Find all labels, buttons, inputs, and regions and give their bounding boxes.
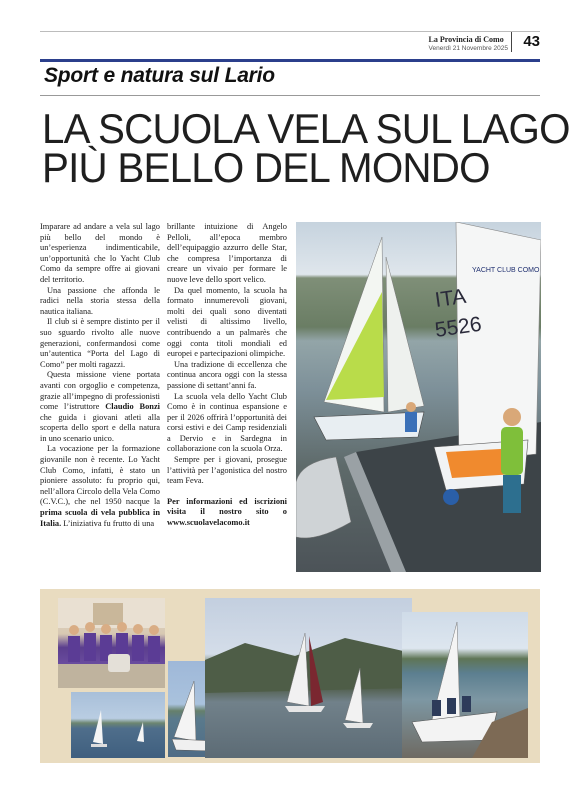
sailboats-illustration — [296, 222, 541, 572]
group-illustration — [58, 598, 165, 688]
contact-info: Per informazioni ed iscrizioni visita il nostro sito o www.scuolavelacomo.it — [167, 496, 287, 528]
regatta-illustration — [205, 598, 412, 758]
masthead — [429, 35, 509, 53]
section-rule — [40, 59, 540, 62]
highlight-first-school: prima scuola di vela pubblica in Italia. — [40, 508, 160, 528]
headline-line-1: LA SCUOLA VELA SUL LAGO — [42, 105, 570, 152]
paragraph: brillante intuizione di Angelo Pelloli, all’epoca membro dell’equipaggio azzurro delle Star, che compresa l’importanza di creare un vivaio per formare le nuove leve dello sport velico. — [167, 222, 287, 284]
paragraph: Una passione che affonda le radici nella storia stessa della nautica italiana. — [40, 285, 160, 316]
paragraph: Il club si è sempre distinto per il suo sguardo rivolto alle nuove generazioni, confermandosi come un’autentica “Porta del Lago di Como” per molti ragazzi. — [40, 317, 160, 369]
sail-brand: YACHT CLUB COMO — [472, 267, 540, 274]
paragraph: Questa missione viene portata avanti con orgoglio e competenza, grazie all’impegno di professionisti come l’istruttore Claudio Bonzi che guida i giovani atleti alla scoperta dello sport e della natura in uno scenario unico. — [40, 370, 160, 443]
page-header — [40, 31, 540, 54]
instructor-name: Claudio Bonzi — [105, 402, 160, 412]
section-divider — [40, 95, 540, 96]
headline-line-2: PIÙ BELLO DEL MONDO — [42, 144, 490, 191]
article-column-1 — [40, 222, 160, 529]
photo-regatta-lake — [205, 598, 412, 758]
paragraph: Sempre per i giovani, prosegue l’attività per l’agonistica del nostro team Feva. — [167, 455, 287, 486]
paragraph: La scuola vela dello Yacht Club Como è in continua espansione e per il 2026 offrirà l’opportunità dei corsi estivi e dei Camp residenziali a Dervio e in Sardegna in collaborazione con la scuola Orza. — [167, 391, 287, 454]
sail-number: 5526 — [433, 312, 483, 342]
photo-group-kids — [58, 598, 165, 688]
sail-nation: ITA — [433, 284, 468, 312]
photo-lake-sailing — [71, 692, 165, 758]
section-title: Sport e natura sul Lario — [44, 64, 275, 87]
pier-illustration — [402, 612, 528, 758]
newspaper-name: La Provincia di Como — [428, 35, 504, 44]
paragraph: La vocazione per la formazione giovanile non è recente. Lo Yacht Club Como, infatti, è stato un pioniere assoluto: fu proprio qui, nell’allora Circolo della Vela Como (C.V.C.), che nel 1950 nacque la prima scuola di vela pubblica in Italia. L’iniziativa fu frutto di una — [40, 444, 160, 528]
photo-sailboats-dock — [296, 222, 541, 572]
headline — [42, 105, 570, 191]
lake-illustration — [71, 692, 165, 758]
photo-boat-pier — [402, 612, 528, 758]
paragraph: Imparare ad andare a vela sul lago più bello del mondo è un’esperienza indimenticabile, un’opportunità che lo Yacht Club Como da sempre offre ai giovani del territorio. — [40, 222, 160, 284]
page-number: 43 — [511, 32, 540, 52]
article-column-2 — [167, 222, 287, 529]
paragraph: Una tradizione di eccellenza che continua ancora oggi con la stessa passione di settant’anni fa. — [167, 359, 287, 390]
paragraph: Da quel momento, la scuola ha formato innumerevoli giovani, molti dei quali sono diventati velisti di altissimo livello, contribuendo a un palmarès che oggi conta titoli mondiali ed europei e partecipazioni olimpiche. — [167, 285, 287, 359]
issue-date: Venerdì 21 Novembre 2025 — [428, 45, 508, 52]
